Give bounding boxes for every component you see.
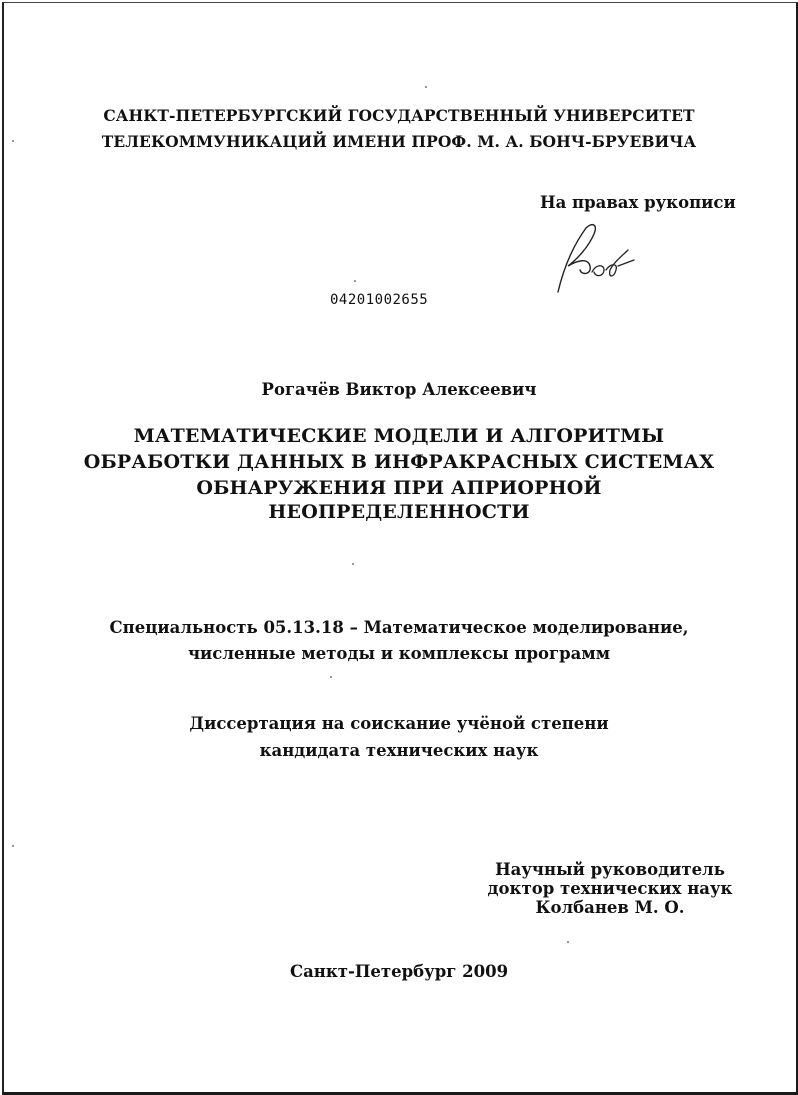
scan-speck <box>12 140 14 142</box>
scan-speck <box>330 676 332 678</box>
university-line-2: ТЕЛЕКОММУНИКАЦИЙ ИМЕНИ ПРОФ. М. А. БОНЧ-БРУЕВИЧА <box>101 132 697 151</box>
specialty-line-1: Специальность 05.13.18 – Математическое моделирование, <box>109 618 689 637</box>
dissertation-line-1: Диссертация на соискание учёной степени <box>189 714 609 733</box>
title-line-1: МАТЕМАТИЧЕСКИЕ МОДЕЛИ И АЛГОРИТМЫ <box>133 425 665 447</box>
title-line-4: НЕОПРЕДЕЛЕННОСТИ <box>268 501 530 523</box>
inventory-number: 04201002655 <box>330 292 429 308</box>
scan-speck <box>354 280 356 282</box>
city-year: Санкт-Петербург 2009 <box>289 962 509 981</box>
university-line-1: САНКТ-ПЕТЕРБУРГСКИЙ ГОСУДАРСТВЕННЫЙ УНИВЕРСИТЕТ <box>103 106 695 125</box>
scan-speck <box>567 941 569 943</box>
title-line-2: ОБРАБОТКИ ДАННЫХ В ИНФРАКРАСНЫХ СИСТЕМАХ <box>83 451 715 473</box>
advisor-role: Научный руководитель <box>495 860 725 879</box>
scan-speck <box>425 86 427 88</box>
dissertation-line-2: кандидата технических наук <box>259 741 539 760</box>
title-line-3: ОБНАРУЖЕНИЯ ПРИ АПРИОРНОЙ <box>196 477 602 499</box>
scan-speck <box>352 563 354 565</box>
author-signature <box>548 220 636 298</box>
specialty-line-2: численные методы и комплексы программ <box>187 644 611 663</box>
manuscript-rights-label: На правах рукописи <box>540 193 736 212</box>
advisor-degree: доктор технических наук <box>487 879 733 898</box>
author-name: Рогачёв Виктор Алексеевич <box>261 380 537 399</box>
scan-speck <box>12 845 14 847</box>
page-border <box>2 2 798 1095</box>
advisor-name: Колбанев М. О. <box>535 898 685 917</box>
